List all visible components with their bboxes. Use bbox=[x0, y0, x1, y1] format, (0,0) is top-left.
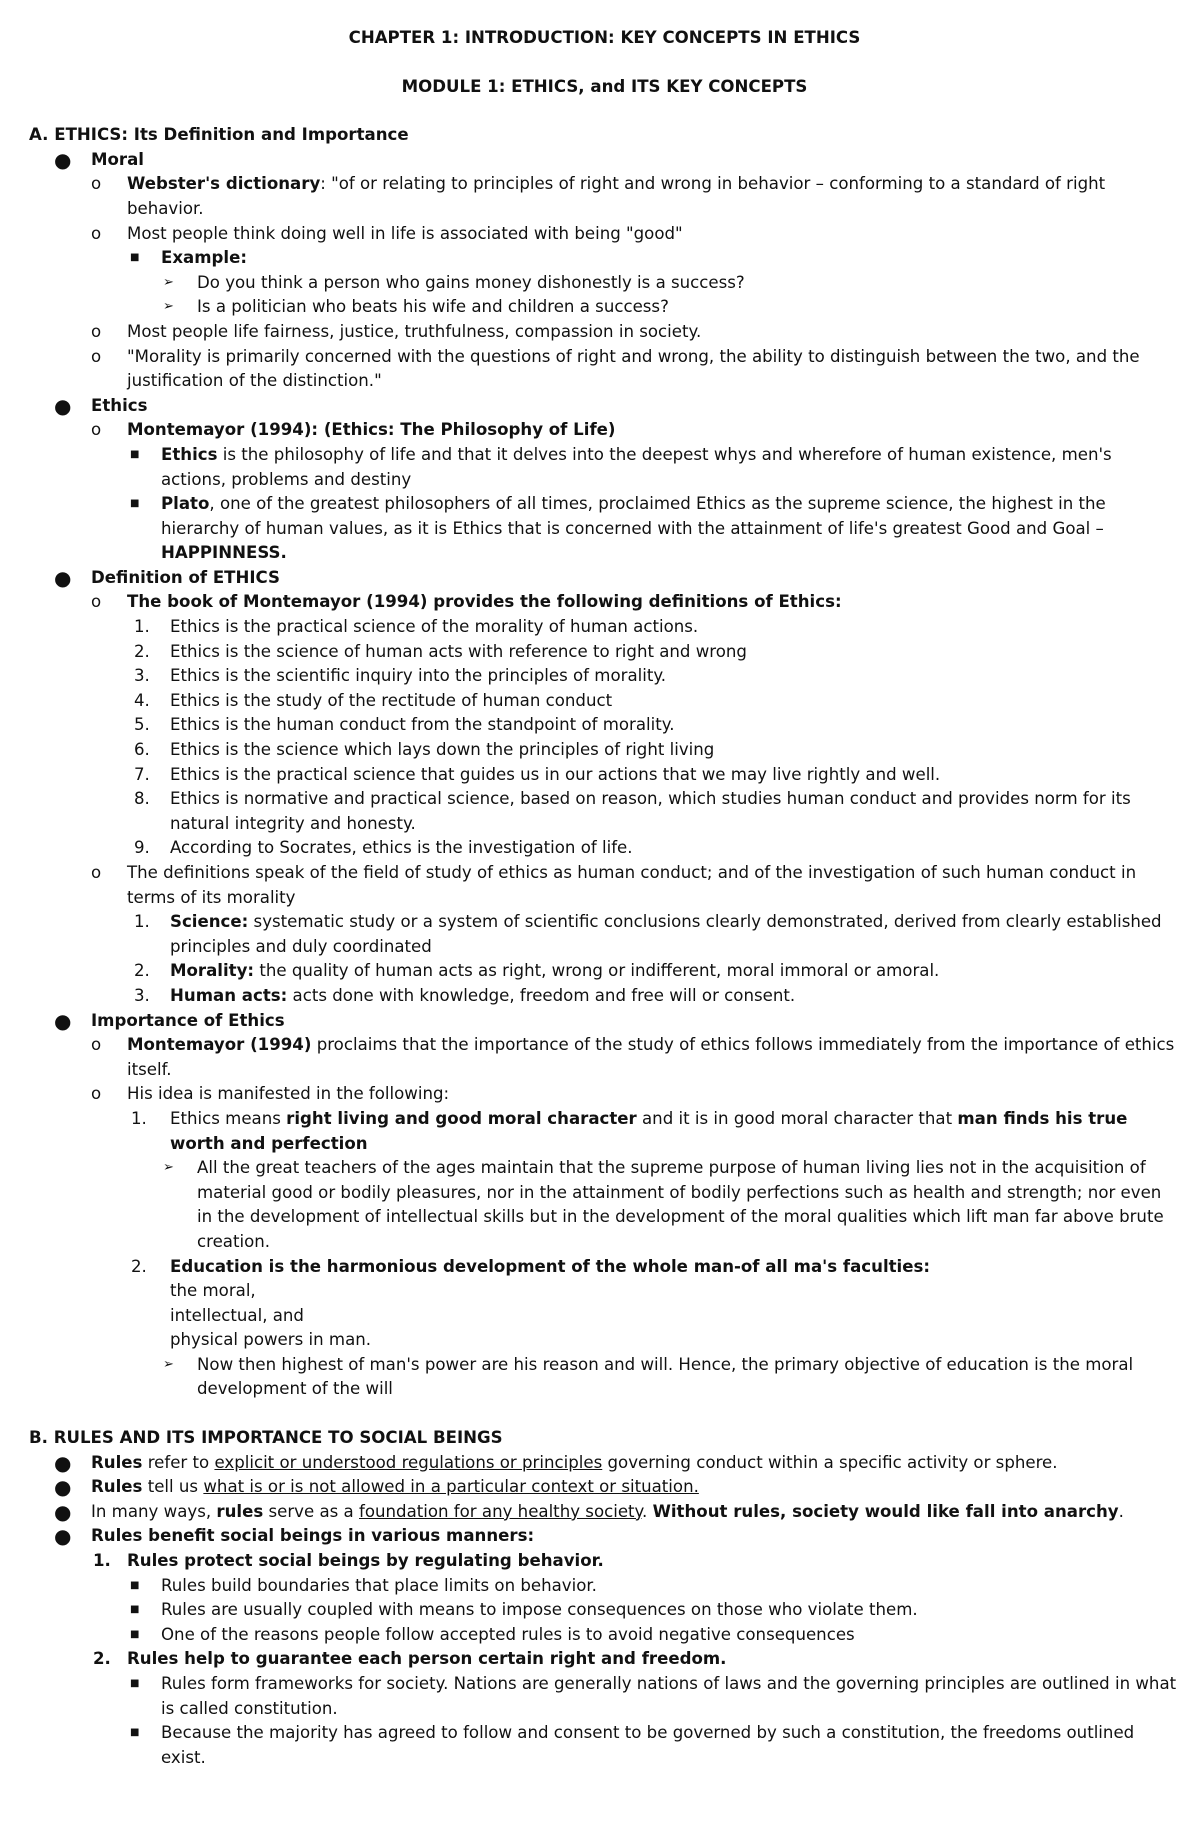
term-item: 1. Science: systematic study or a system of scientific conclusions clearly demonstrated, derived from clearly established principles and duly coordinated bbox=[134, 912, 1162, 956]
list-item: ■ Plato, one of the greatest philosophers of all times, proclaimed Ethics as the supreme science, the highest in the hierarchy of human values, as it is Ethics that is concerned with the attainment of life's greatest Good and Goal – HAPPINNESS. bbox=[130, 494, 1106, 563]
definition-list bbox=[29, 615, 1180, 861]
module-title: MODULE 1: ETHICS, and ITS KEY CONCEPTS bbox=[401, 76, 808, 96]
list-item: o "Morality is primarily concerned with the questions of right and wrong, the ability to distinguish between the two, and the justification of the distinction." bbox=[91, 346, 1140, 391]
circle-marker: o bbox=[91, 592, 102, 612]
number-marker: 9. bbox=[134, 838, 150, 858]
arrow-marker: ➢ bbox=[163, 1356, 174, 1372]
list-item: ● Rules benefit social beings in various manners: bbox=[54, 1524, 535, 1549]
square-marker: ■ bbox=[130, 1678, 140, 1689]
circle-marker: o bbox=[91, 420, 102, 440]
square-marker: ■ bbox=[130, 1727, 140, 1739]
number-marker: 5. bbox=[134, 715, 150, 735]
square-marker: ■ bbox=[130, 1628, 140, 1640]
definition-label: Definition of ETHICS bbox=[91, 567, 280, 587]
list-item bbox=[29, 394, 1180, 419]
number-marker: 2. bbox=[134, 961, 150, 981]
circle-marker: o bbox=[91, 346, 102, 366]
number-marker: 2. bbox=[93, 1649, 111, 1669]
list-item: o Montemayor (1994) proclaims that the importance of the study of ethics follows immediately from the importance of ethics itself. bbox=[91, 1035, 1175, 1079]
term-item: 3. Human acts: acts done with knowledge, freedom and free will or consent. bbox=[29, 984, 1180, 1009]
montemayor-source: Montemayor (1994): (Ethics: The Philosophy of Life) bbox=[127, 420, 616, 440]
example-label: Example: bbox=[161, 248, 247, 268]
definition-item: 3. Ethics is the scientific inquiry into the principles of morality. bbox=[29, 664, 1180, 689]
list-item: o Most people life fairness, justice, truthfulness, compassion in society. bbox=[29, 320, 1180, 345]
circle-marker: o bbox=[91, 223, 102, 243]
circle-marker: o bbox=[91, 321, 102, 341]
list-item: o Most people think doing well in life is associated with being "good" bbox=[29, 222, 1180, 247]
square-marker: ■ bbox=[130, 498, 140, 510]
number-marker: 6. bbox=[134, 740, 150, 760]
moral-label: Moral bbox=[91, 149, 144, 169]
bullet-marker: ● bbox=[54, 393, 72, 418]
circle-marker: o bbox=[91, 174, 102, 194]
bullet-marker: ● bbox=[54, 565, 72, 590]
faculty-line: intellectual, and bbox=[170, 1305, 304, 1325]
list-item: ■ Ethics is the philosophy of life and that it delves into the deepest whys and wherefore of human existence, men's actions, problems and destiny bbox=[130, 444, 1112, 489]
number-marker: 1. bbox=[93, 1551, 111, 1571]
list-item: 2. Rules help to guarantee each person certain right and freedom. bbox=[29, 1647, 1180, 1672]
number-marker: 3. bbox=[134, 666, 150, 686]
list-item: ■ Because the majority has agreed to follow and consent to be governed by such a constitution, the freedoms outlined exist. bbox=[130, 1723, 1135, 1767]
bullet-marker: ● bbox=[54, 1524, 72, 1549]
definition-item: 2. Ethics is the science of human acts with reference to right and wrong bbox=[29, 640, 1180, 665]
definition-item: 7. Ethics is the practical science that guides us in our actions that we may live rightly and well. bbox=[29, 763, 1180, 788]
list-item: 2. Education is the harmonious development of the whole man-of all ma's faculties: bbox=[29, 1255, 1180, 1280]
list-item bbox=[29, 172, 1180, 221]
importance-label: Importance of Ethics bbox=[91, 1010, 285, 1030]
list-item: ➢ Now then highest of man's power are his reason and will. Hence, the primary objective of education is the moral development of the will bbox=[163, 1354, 1134, 1399]
list-item: ■ Rules form frameworks for society. Nations are generally nations of laws and the governing principles are outlined in what is called constitution. bbox=[130, 1674, 1177, 1718]
number-marker: 1. bbox=[134, 617, 150, 637]
definition-item: 5. Ethics is the human conduct from the standpoint of morality. bbox=[29, 713, 1180, 738]
number-marker: 1. bbox=[131, 1108, 147, 1128]
number-marker: 3. bbox=[134, 985, 150, 1005]
list-item: ● Rules tell us what is or is not allowed in a particular context or situation. bbox=[54, 1475, 699, 1500]
bullet-marker: ● bbox=[54, 147, 72, 172]
arrow-marker: ➢ bbox=[163, 274, 174, 290]
list-item: ➢ Do you think a person who gains money dishonestly is a success? bbox=[29, 271, 1180, 296]
definition-item: 8. Ethics is normative and practical science, based on reason, which studies human conduct and provides norm for its natural integrity and honesty. bbox=[134, 789, 1131, 833]
bullet-marker: ● bbox=[54, 1450, 72, 1475]
list-item bbox=[29, 418, 1180, 443]
square-marker: ■ bbox=[130, 252, 140, 264]
circle-marker: o bbox=[91, 1035, 102, 1055]
definition-item: 1. Ethics is the practical science of the morality of human actions. bbox=[29, 615, 1180, 640]
bullet-marker: ● bbox=[54, 1475, 72, 1500]
ethics-label: Ethics bbox=[91, 395, 148, 415]
square-marker: ■ bbox=[130, 1579, 140, 1591]
number-marker: 4. bbox=[134, 690, 150, 710]
list-item: ● In many ways, rules serve as a foundation for any healthy society. Without rules, society would like fall into anarchy. bbox=[54, 1499, 1124, 1524]
list-item: o The definitions speak of the field of study of ethics as human conduct; and of the investigation of such human conduct in terms of its morality bbox=[91, 863, 1137, 907]
list-item: ● Rules refer to explicit or understood regulations or principles governing conduct within a specific activity or sphere. bbox=[54, 1450, 1058, 1475]
list-item bbox=[29, 1009, 1180, 1034]
list-item: ■ One of the reasons people follow accepted rules is to avoid negative consequences bbox=[29, 1623, 1180, 1648]
section-a-heading: A. ETHICS: Its Definition and Importance bbox=[29, 125, 409, 145]
term-item: 2. Morality: the quality of human acts as right, wrong or indifferent, moral immoral or amoral. bbox=[29, 959, 1180, 984]
bullet-marker: ● bbox=[54, 1008, 72, 1033]
square-marker: ■ bbox=[130, 448, 140, 460]
list-item: o The book of Montemayor (1994) provides the following definitions of Ethics: bbox=[29, 590, 1180, 615]
definition-item: 9. According to Socrates, ethics is the investigation of life. bbox=[29, 836, 1180, 861]
arrow-marker: ➢ bbox=[163, 299, 174, 315]
list-item bbox=[29, 566, 1180, 591]
faculty-line: the moral, bbox=[170, 1281, 256, 1301]
list-item bbox=[29, 148, 1180, 173]
section-b-heading: B. RULES AND ITS IMPORTANCE TO SOCIAL BEINGS bbox=[29, 1428, 503, 1448]
number-marker: 7. bbox=[134, 764, 150, 784]
square-marker: ■ bbox=[130, 1604, 140, 1616]
definition-item: 6. Ethics is the science which lays down the principles of right living bbox=[29, 738, 1180, 763]
number-marker: 8. bbox=[134, 789, 150, 809]
webster-definition: : "of or relating to principles of right and wrong in behavior – conforming to a standard of right behavior. bbox=[127, 174, 1106, 218]
list-item: 1. Rules protect social beings by regulating behavior. bbox=[29, 1549, 1180, 1574]
webster-term: Webster's dictionary bbox=[127, 174, 321, 194]
list-item: ➢ All the great teachers of the ages maintain that the supreme purpose of human living lies not in the acquisition of material good or bodily pleasures, nor in the attainment of bodily perfections such as health and strength; nor even in the development of intellectual skills but in the development of the moral qualities which lift man far above brute creation. bbox=[163, 1158, 1164, 1251]
circle-marker: o bbox=[91, 863, 102, 882]
number-marker: 2. bbox=[134, 641, 150, 661]
definition-item: 4. Ethics is the study of the rectitude of human conduct bbox=[29, 689, 1180, 714]
list-item: ➢ Is a politician who beats his wife and children a success? bbox=[29, 295, 1180, 320]
number-marker: 1. bbox=[134, 912, 150, 932]
circle-marker: o bbox=[91, 1084, 102, 1104]
list-item bbox=[29, 246, 1180, 271]
bullet-marker: ● bbox=[54, 1499, 72, 1524]
number-marker: 2. bbox=[131, 1256, 147, 1276]
list-item: o His idea is manifested in the following: bbox=[29, 1082, 1180, 1107]
terms-list bbox=[29, 910, 1180, 1008]
list-item: ■ Rules are usually coupled with means to impose consequences on those who violate them. bbox=[29, 1598, 1180, 1623]
chapter-title: CHAPTER 1: INTRODUCTION: KEY CONCEPTS IN ETHICS bbox=[348, 28, 861, 47]
faculty-line: physical powers in man. bbox=[170, 1330, 372, 1350]
list-item: 1. Ethics means right living and good moral character and it is in good moral character that man finds his true worth and perfection bbox=[131, 1108, 1128, 1153]
arrow-marker: ➢ bbox=[163, 1160, 174, 1176]
list-item: ■ Rules build boundaries that place limits on behavior. bbox=[29, 1574, 1180, 1599]
